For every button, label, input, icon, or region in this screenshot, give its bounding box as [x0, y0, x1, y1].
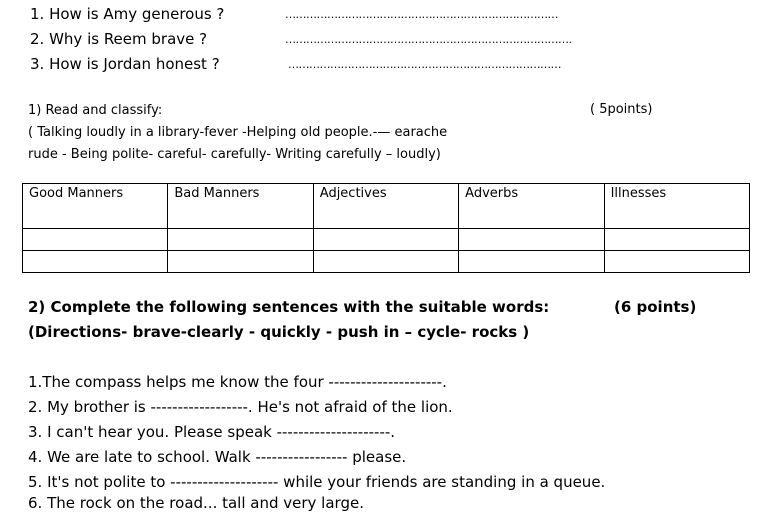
table-cell[interactable] [313, 251, 458, 273]
table-cell[interactable] [168, 229, 313, 251]
header-illnesses: Illnesses [604, 184, 749, 229]
sentence-6: 6. The rock on the road... tall and very large. [28, 494, 364, 512]
question-2: 2. Why is Reem brave ? [30, 30, 208, 48]
section2-title: 2) Complete the following sentences with the suitable words: [28, 298, 550, 316]
header-bad-manners: Bad Manners [168, 184, 313, 229]
section1-title: 1) Read and classify: [28, 103, 163, 118]
question-3: 3. How is Jordan honest ? [30, 55, 220, 73]
answer-line-3[interactable]: …………………………………………………………………… [288, 58, 561, 71]
sentence-3: 3. I can't hear you. Please speak ---------------------. [28, 423, 396, 441]
section1-points: ( 5points) [590, 102, 653, 117]
question-1: 1. How is Amy generous ? [30, 5, 225, 23]
section1-words-line2: rude - Being polite- careful- carefully- Writing carefully – loudly) [28, 147, 441, 162]
section2-points: (6 points) [614, 298, 697, 316]
sentence-4: 4. We are late to school. Walk ----------------- please. [28, 448, 407, 466]
sentence-1: 1.The compass helps me know the four ---------------------. [28, 373, 447, 391]
section1-words-line1: ( Talking loudly in a library-fever -Helping old people.-— earache [28, 125, 448, 140]
table-cell[interactable] [23, 251, 168, 273]
table-cell[interactable] [168, 251, 313, 273]
table-cell[interactable] [459, 229, 604, 251]
header-good-manners: Good Manners [23, 184, 168, 229]
table-cell[interactable] [459, 251, 604, 273]
section2-words: (Directions- brave-clearly - quickly - push in – cycle- rocks ) [28, 323, 530, 341]
answer-line-2[interactable]: ………………………………………………………………………. [285, 33, 572, 46]
table-row [23, 251, 750, 273]
table-header-row [23, 184, 750, 229]
classify-table [22, 183, 750, 273]
header-adjectives: Adjectives [313, 184, 458, 229]
sentence-2: 2. My brother is ------------------. He's not afraid of the lion. [28, 398, 453, 416]
table-cell[interactable] [604, 251, 749, 273]
sentence-5: 5. It's not polite to -------------------- while your friends are standing in a queue. [28, 473, 606, 491]
table-row [23, 229, 750, 251]
header-adverbs: Adverbs [459, 184, 604, 229]
table-cell[interactable] [604, 229, 749, 251]
answer-line-1[interactable]: …………………………………………………………………… [285, 8, 558, 21]
table-cell[interactable] [313, 229, 458, 251]
table-cell[interactable] [23, 229, 168, 251]
